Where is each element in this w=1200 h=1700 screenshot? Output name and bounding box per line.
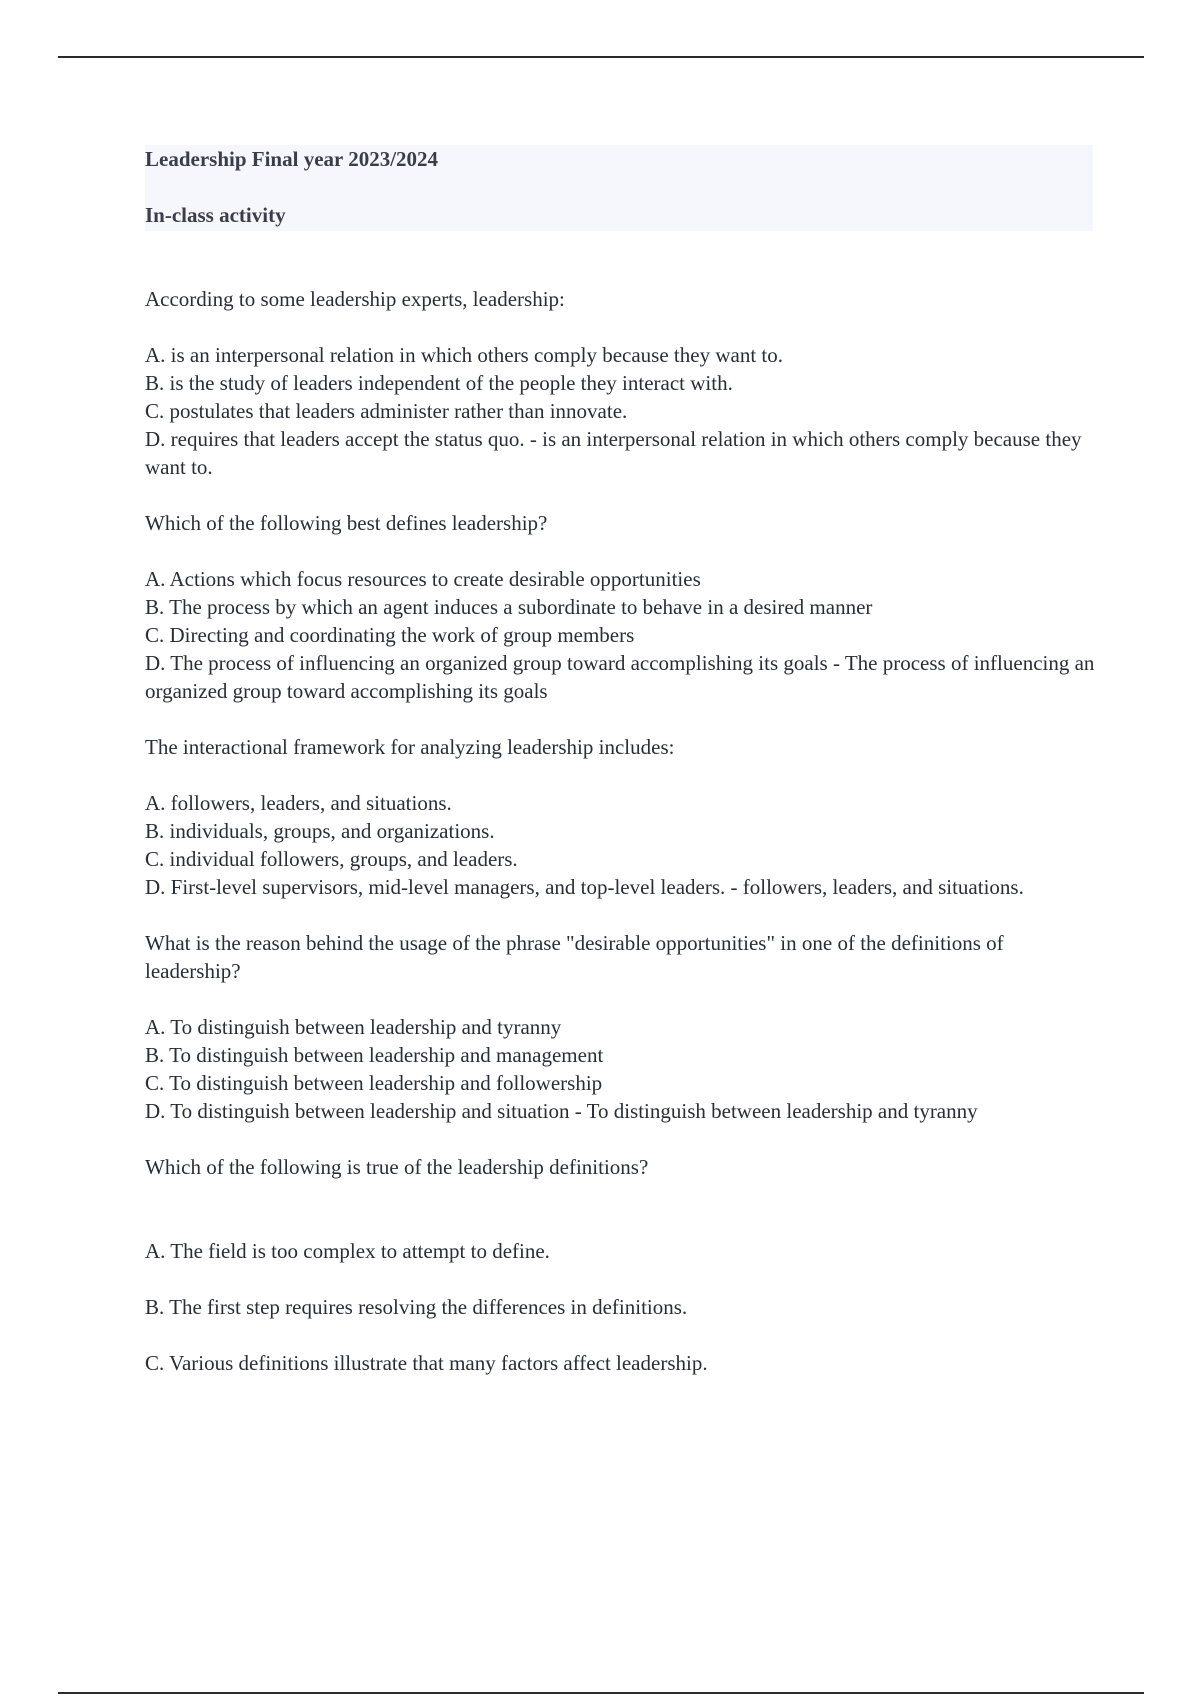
option-item: B. The process by which an agent induces a subordinate to behave in a desired manner [145, 595, 873, 619]
option-item: B. The first step requires resolving the differences in definitions. [145, 1295, 688, 1319]
document-title: Leadership Final year 2023/2024 [145, 147, 439, 171]
question-block-5 [145, 1153, 1095, 1377]
document-page [145, 145, 1095, 1405]
option-item: C. Directing and coordinating the work of group members [145, 623, 635, 647]
option-item: A. Actions which focus resources to create desirable opportunities [145, 567, 701, 591]
option-item: C. To distinguish between leadership and followership [145, 1071, 603, 1095]
option-item: A. To distinguish between leadership and tyranny [145, 1015, 562, 1039]
bottom-rule [58, 1692, 1144, 1694]
option-list [145, 565, 1095, 705]
question-text: Which of the following best defines leadership? [145, 511, 548, 535]
option-item: C. Various definitions illustrate that many factors affect leadership. [145, 1351, 708, 1375]
question-block-3 [145, 733, 1095, 901]
option-item: B. is the study of leaders independent of the people they interact with. [145, 371, 733, 395]
option-list [145, 341, 1095, 481]
option-item: D. First-level supervisors, mid-level managers, and top-level leaders. - followers, leaders, and situations. [145, 875, 1024, 899]
option-item: A. is an interpersonal relation in which others comply because they want to. [145, 343, 783, 367]
question-text: Which of the following is true of the leadership definitions? [145, 1155, 649, 1179]
question-text: According to some leadership experts, leadership: [145, 287, 565, 311]
option-item: D. requires that leaders accept the status quo. - is an interpersonal relation in which others comply because they want to. [145, 427, 1082, 479]
question-block-1 [145, 285, 1095, 481]
top-rule [58, 56, 1144, 58]
option-item: C. individual followers, groups, and leaders. [145, 847, 518, 871]
option-item: A. The field is too complex to attempt to define. [145, 1239, 550, 1263]
option-item: A. followers, leaders, and situations. [145, 791, 452, 815]
document-subtitle: In-class activity [145, 203, 286, 227]
option-item: D. The process of influencing an organized group toward accomplishing its goals - The process of influencing an organized group toward accomplishing its goals [145, 651, 1095, 703]
question-block-2 [145, 509, 1095, 705]
option-list [145, 789, 1095, 901]
question-text: What is the reason behind the usage of the phrase "desirable opportunities" in one of the definitions of leadership? [145, 931, 1004, 983]
option-item: C. postulates that leaders administer rather than innovate. [145, 399, 628, 423]
question-block-4 [145, 929, 1095, 1125]
document-header [145, 145, 1093, 231]
question-text: The interactional framework for analyzing leadership includes: [145, 735, 675, 759]
option-item: B. To distinguish between leadership and management [145, 1043, 604, 1067]
option-item: B. individuals, groups, and organizations. [145, 819, 495, 843]
option-list [145, 1013, 1095, 1125]
option-item: D. To distinguish between leadership and situation - To distinguish between leadership and tyranny [145, 1099, 978, 1123]
